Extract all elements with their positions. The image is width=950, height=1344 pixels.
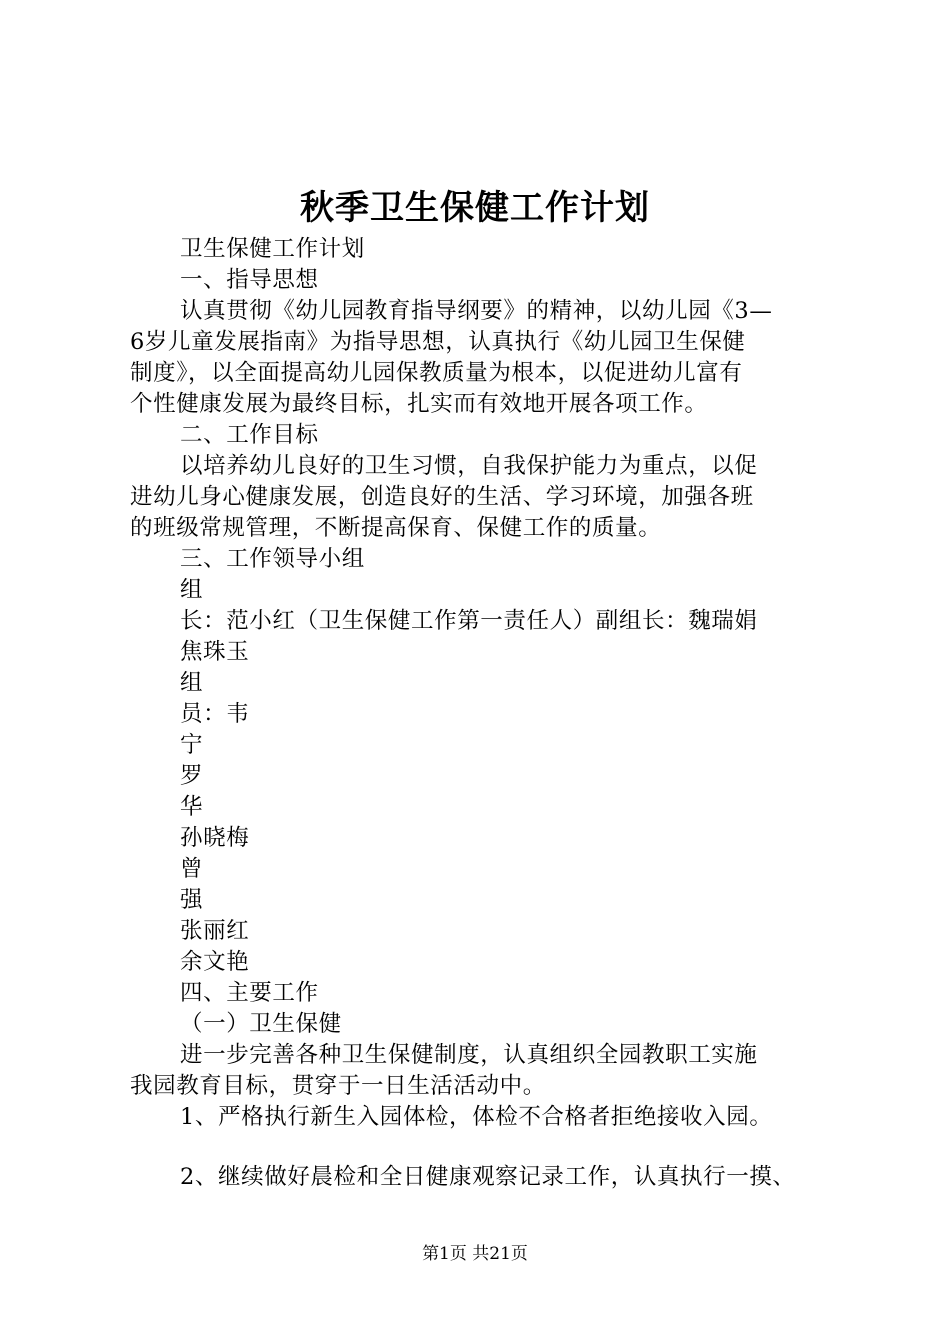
paragraph-line: 个性健康发展为最终目标，扎实而有效地开展各项工作。 — [130, 391, 708, 417]
member-line: 张丽红 — [180, 918, 250, 944]
paragraph-line: 进一步完善各种卫生保健制度，认真组织全园教职工实施 — [180, 1042, 758, 1068]
member-line: 长：范小红（卫生保健工作第一责任人）副组长：魏瑞娟 — [180, 608, 758, 634]
member-line: 强 — [180, 887, 204, 913]
section-heading: 三、工作领导小组 — [180, 546, 365, 572]
list-item: 1、严格执行新生入园体检，体检不合格者拒绝接收入园。 — [180, 1104, 773, 1130]
paragraph-line: 6岁儿童发展指南》为指导思想，认真执行《幼儿园卫生保健 — [130, 329, 746, 355]
spacer — [130, 1133, 850, 1162]
member-line: 组 — [180, 670, 204, 696]
section-heading: 一、指导思想 — [180, 267, 319, 293]
subtitle-line: 卫生保健工作计划 — [180, 236, 365, 262]
member-line: 宁 — [180, 732, 204, 758]
section-heading: 四、主要工作 — [180, 980, 319, 1006]
member-line: 孙晓梅 — [180, 825, 250, 851]
member-line: 华 — [180, 794, 204, 820]
member-line: 罗 — [180, 763, 204, 789]
page-footer: 第1页 共21页 — [422, 1244, 528, 1264]
member-line: 焦珠玉 — [180, 639, 250, 665]
paragraph-line: 认真贯彻《幼儿园教育指导纲要》的精神，以幼儿园《3— — [180, 298, 773, 324]
member-line: 曾 — [180, 856, 204, 882]
paragraph-line: 的班级常规管理，不断提高保育、保健工作的质量。 — [130, 515, 662, 541]
paragraph-line: 制度》，以全面提高幼儿园保教质量为根本，以促进幼儿富有 — [130, 360, 743, 386]
document-body — [130, 234, 850, 1193]
paragraph-line: 进幼儿身心健康发展，创造良好的生活、学习环境，加强各班 — [130, 484, 754, 510]
paragraph-line: 我园教育目标，贯穿于一日生活活动中。 — [130, 1073, 546, 1099]
member-line: 员：韦 — [180, 701, 250, 727]
list-item: 2、继续做好晨检和全日健康观察记录工作，认真执行一摸、 — [180, 1164, 796, 1190]
document-title: 秋季卫生保健工作计划 — [300, 188, 650, 228]
member-line: 余文艳 — [180, 949, 250, 975]
subsection-heading: （一）卫生保健 — [180, 1011, 342, 1037]
paragraph-line: 以培养幼儿良好的卫生习惯，自我保护能力为重点，以促 — [180, 453, 758, 479]
member-line: 组 — [180, 577, 204, 603]
section-heading: 二、工作目标 — [180, 422, 319, 448]
